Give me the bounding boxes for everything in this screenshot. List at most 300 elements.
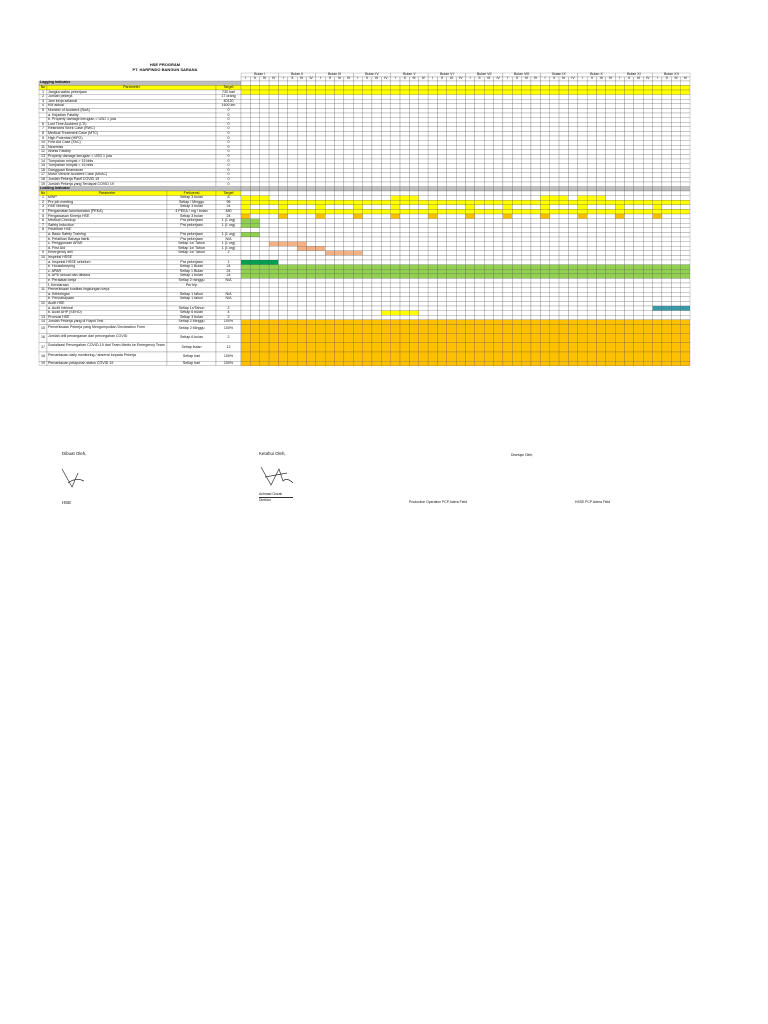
leading-row-4-week-8 bbox=[306, 209, 315, 214]
leading-row-28-week-28 bbox=[494, 320, 503, 325]
leading-row-3-week-36 bbox=[568, 205, 577, 210]
leading-label-row-week-23 bbox=[447, 187, 456, 191]
lagging-row-5-week-24 bbox=[456, 108, 465, 113]
leading-row-7-week-29 bbox=[503, 223, 512, 228]
lagging-row-5-week-13 bbox=[353, 108, 362, 113]
lagging-row-10-week-10 bbox=[325, 131, 334, 136]
leading-row-6-week-41 bbox=[615, 219, 624, 224]
leading-row-no: 1 bbox=[42, 195, 44, 200]
lagging-row-2-week-20 bbox=[419, 95, 428, 100]
leading-row-3-week-25 bbox=[466, 205, 475, 210]
leading-row-24-week-37 bbox=[578, 301, 587, 306]
lagging-row-21-week-33 bbox=[540, 182, 549, 187]
lagging-row-2-week-18 bbox=[400, 95, 409, 100]
lagging-row-no: 10 bbox=[41, 140, 45, 145]
leading-row-4-week-29 bbox=[503, 209, 512, 214]
leading-row-32-week-34 bbox=[550, 352, 559, 361]
leading-row-17-week-10 bbox=[325, 269, 334, 274]
lagging-row-13-week-14 bbox=[363, 145, 372, 150]
leading-row-25-week-22 bbox=[437, 306, 446, 311]
lagging-row-10-week-4 bbox=[269, 131, 278, 136]
lagging-row-3-week-14 bbox=[363, 99, 372, 104]
lagging-row-target: 0 bbox=[227, 176, 230, 181]
lagging-row-no: 15 bbox=[41, 163, 45, 168]
lagging-row-12-week-33 bbox=[540, 141, 549, 146]
leading-row-17-week-15 bbox=[372, 269, 381, 274]
leading-row-14-week-10 bbox=[325, 255, 334, 260]
lagging-header-row-week-34 bbox=[550, 85, 559, 90]
leading-row-28-week-10 bbox=[325, 320, 334, 325]
lagging-row-12-week-29 bbox=[503, 141, 512, 146]
leading-row-no: 3 bbox=[42, 204, 44, 209]
lagging-row-12-week-13 bbox=[353, 141, 362, 146]
lagging-row-20-week-13 bbox=[353, 177, 362, 182]
leading-row-16-week-48 bbox=[681, 265, 690, 270]
leading-row-18-week-2 bbox=[250, 274, 259, 279]
leading-row-13-week-22 bbox=[437, 251, 446, 256]
leading-row-1-week-13 bbox=[353, 196, 362, 201]
leading-row-17-week-47 bbox=[671, 269, 680, 274]
leading-row-33-week-16 bbox=[381, 361, 390, 366]
leading-row-32-week-32 bbox=[531, 352, 540, 361]
leading-row-28-week-17 bbox=[391, 320, 400, 325]
lagging-row-12-week-18 bbox=[400, 141, 409, 146]
lagging-row-18-week-2 bbox=[250, 168, 259, 173]
week-label: III bbox=[262, 76, 266, 81]
leading-row-18-week-22 bbox=[437, 274, 446, 279]
leading-row-26-week-20 bbox=[419, 311, 428, 316]
lagging-row-target: 0 bbox=[227, 158, 230, 163]
lagging-row-13-week-16 bbox=[381, 145, 390, 150]
leading-label-row-week-9 bbox=[316, 187, 325, 191]
lagging-row-8-week-38 bbox=[587, 122, 596, 127]
leading-row-1-week-16 bbox=[381, 196, 390, 201]
leading-row-parameter: b. Housekeeping bbox=[48, 264, 75, 269]
leading-row-31-week-27 bbox=[484, 343, 493, 352]
lagging-label-row-week-7 bbox=[297, 81, 306, 85]
leading-row-33-week-18 bbox=[400, 361, 409, 366]
leading-row-3-week-23 bbox=[447, 205, 456, 210]
lagging-row-21-week-41 bbox=[615, 182, 624, 187]
leading-row-10-week-48 bbox=[681, 237, 690, 242]
leading-row-3-week-13 bbox=[353, 205, 362, 210]
leading-row-31-week-45 bbox=[653, 343, 662, 352]
lagging-row-4-week-19 bbox=[409, 104, 418, 109]
leading-row-18-week-38 bbox=[587, 274, 596, 279]
lagging-row-4-week-34 bbox=[550, 104, 559, 109]
leading-row-target: 2 bbox=[227, 314, 230, 319]
lagging-row-20-week-34 bbox=[550, 177, 559, 182]
lagging-row-4-week-32 bbox=[531, 104, 540, 109]
leading-row-25-week-19 bbox=[409, 306, 418, 311]
lagging-row-3-week-18 bbox=[400, 99, 409, 104]
lagging-row-18-week-42 bbox=[625, 168, 634, 173]
leading-row-30-week-31 bbox=[522, 334, 531, 343]
leading-row-30-week-30 bbox=[512, 334, 521, 343]
leading-row-9-week-34 bbox=[550, 232, 559, 237]
leading-row-18-week-3 bbox=[260, 274, 269, 279]
lagging-row-8-week-5 bbox=[278, 122, 287, 127]
known-role: Direktur bbox=[259, 497, 293, 502]
leading-row-21-week-35 bbox=[559, 288, 568, 293]
leading-label-row-week-29 bbox=[503, 187, 512, 191]
leading-row-no: 6 bbox=[42, 218, 44, 223]
leading-row-14-week-4 bbox=[269, 255, 278, 260]
lagging-row-9-week-43 bbox=[634, 127, 643, 132]
leading-row-24-week-19 bbox=[409, 301, 418, 306]
leading-row-4-week-15 bbox=[372, 209, 381, 214]
leading-row-10-week-26 bbox=[475, 237, 484, 242]
leading-row-12-week-43 bbox=[634, 246, 643, 251]
leading-row-parameter: Pengamatan keselamatan (PEKA) bbox=[48, 208, 103, 213]
leading-row-21-week-29 bbox=[503, 288, 512, 293]
leading-row-28-week-18 bbox=[400, 320, 409, 325]
leading-row-31-week-8 bbox=[306, 343, 315, 352]
leading-row-15-week-29 bbox=[503, 260, 512, 265]
lagging-row-3-week-8 bbox=[306, 99, 315, 104]
lagging-row-10-week-32 bbox=[531, 131, 540, 136]
lagging-row-10-week-15 bbox=[372, 131, 381, 136]
leading-label-row-week-10 bbox=[325, 187, 334, 191]
leading-row-3-week-26 bbox=[475, 205, 484, 210]
leading-row-21-week-28 bbox=[494, 288, 503, 293]
leading-row-5-week-29 bbox=[503, 214, 512, 219]
leading-row-20-week-19 bbox=[409, 283, 418, 288]
leading-row-8-week-37 bbox=[578, 228, 587, 233]
lagging-row-15-week-5 bbox=[278, 154, 287, 159]
leading-row-21-week-12 bbox=[344, 288, 353, 293]
leading-row-1-week-1 bbox=[241, 196, 250, 201]
leading-row-6-week-21 bbox=[428, 219, 437, 224]
leading-row-24-week-41 bbox=[615, 301, 624, 306]
leading-row-17-week-20 bbox=[419, 269, 428, 274]
leading-row-8-week-17 bbox=[391, 228, 400, 233]
lagging-row-10-week-12 bbox=[344, 131, 353, 136]
lagging-row-6-week-15 bbox=[372, 113, 381, 118]
leading-row-1-week-23 bbox=[447, 196, 456, 201]
leading-row-17-week-7 bbox=[297, 269, 306, 274]
leading-row-30-week-13 bbox=[353, 334, 362, 343]
leading-row-17-week-26 bbox=[475, 269, 484, 274]
leading-row-6-week-3 bbox=[260, 219, 269, 224]
leading-row-33-week-1 bbox=[241, 361, 250, 366]
leading-row-14-week-29 bbox=[503, 255, 512, 260]
leading-row-31-week-22 bbox=[437, 343, 446, 352]
lagging-row-5-week-9 bbox=[316, 108, 325, 113]
leading-row-5-week-45 bbox=[653, 214, 662, 219]
leading-row-10-week-5 bbox=[278, 237, 287, 242]
leading-row-4-week-14 bbox=[363, 209, 372, 214]
leading-row-32-week-27 bbox=[484, 352, 493, 361]
leading-row-31-week-3 bbox=[260, 343, 269, 352]
leading-row-11-week-41 bbox=[615, 242, 624, 247]
lagging-row-13-week-8 bbox=[306, 145, 315, 150]
lagging-row-3-week-10 bbox=[325, 99, 334, 104]
leading-header-row-week-39 bbox=[596, 191, 605, 196]
leading-row-13-week-17 bbox=[391, 251, 400, 256]
leading-row-14-week-28 bbox=[494, 255, 503, 260]
leading-row-29-week-43 bbox=[634, 324, 643, 333]
leading-row-21-week-39 bbox=[596, 288, 605, 293]
leading-row-1-week-29 bbox=[503, 196, 512, 201]
lagging-row-5-week-30 bbox=[512, 108, 521, 113]
lagging-row-8-week-31 bbox=[522, 122, 531, 127]
lagging-row-5-week-4 bbox=[269, 108, 278, 113]
lagging-row-21-week-11 bbox=[335, 182, 344, 187]
leading-row-32-week-39 bbox=[596, 352, 605, 361]
leading-row-20-week-18 bbox=[400, 283, 409, 288]
leading-row-24-week-46 bbox=[662, 301, 671, 306]
lagging-row-11-week-43 bbox=[634, 136, 643, 141]
lagging-row-10-week-48 bbox=[681, 131, 690, 136]
leading-row-24-week-20 bbox=[419, 301, 428, 306]
leading-row-8-week-48 bbox=[681, 228, 690, 233]
leading-row-25-week-8 bbox=[306, 306, 315, 311]
leading-row-23-week-14 bbox=[363, 297, 372, 302]
lagging-row-6-week-19 bbox=[409, 113, 418, 118]
leading-row-24-week-1 bbox=[241, 301, 250, 306]
leading-row-16-week-13 bbox=[353, 265, 362, 270]
leading-row-7-week-41 bbox=[615, 223, 624, 228]
leading-row-32-week-20 bbox=[419, 352, 428, 361]
leading-row-29-week-34 bbox=[550, 324, 559, 333]
leading-row-16-week-38 bbox=[587, 265, 596, 270]
leading-row-31-week-28 bbox=[494, 343, 503, 352]
lagging-row-14-week-11 bbox=[335, 150, 344, 155]
lagging-row-21-week-6 bbox=[288, 182, 297, 187]
leading-row-23-week-18 bbox=[400, 297, 409, 302]
lagging-row-11-week-4 bbox=[269, 136, 278, 141]
leading-row-15-week-3 bbox=[260, 260, 269, 265]
leading-row-1-week-10 bbox=[325, 196, 334, 201]
lagging-row-12-week-45 bbox=[653, 141, 662, 146]
lagging-row-1-week-36 bbox=[568, 90, 577, 95]
leading-row-4-week-36 bbox=[568, 209, 577, 214]
lagging-row-13-week-25 bbox=[466, 145, 475, 150]
leading-row-6-week-9 bbox=[316, 219, 325, 224]
leading-row-8-week-26 bbox=[475, 228, 484, 233]
leading-row-20-week-24 bbox=[456, 283, 465, 288]
leading-row-frekuensi: Pra pekerjaan bbox=[180, 222, 203, 227]
leading-row-3-week-38 bbox=[587, 205, 596, 210]
leading-row-1-week-24 bbox=[456, 196, 465, 201]
leading-row-1-week-18 bbox=[400, 196, 409, 201]
leading-row-4-week-17 bbox=[391, 209, 400, 214]
leading-label-row-week-14 bbox=[363, 187, 372, 191]
lagging-row-8-week-15 bbox=[372, 122, 381, 127]
lagging-row-5-week-3 bbox=[260, 108, 269, 113]
leading-row-29-week-21 bbox=[428, 324, 437, 333]
lagging-row-13-week-19 bbox=[409, 145, 418, 150]
leading-row-1-week-11 bbox=[335, 196, 344, 201]
leading-row-17-week-35 bbox=[559, 269, 568, 274]
leading-row-11-week-18 bbox=[400, 242, 409, 247]
leading-row-16-week-18 bbox=[400, 265, 409, 270]
leading-row-29-week-4 bbox=[269, 324, 278, 333]
leading-row-20-week-32 bbox=[531, 283, 540, 288]
month-label: Bulan IV bbox=[365, 72, 379, 77]
lagging-row-16-week-26 bbox=[475, 159, 484, 164]
month-label: Bulan X bbox=[590, 72, 603, 77]
lagging-row-17-week-2 bbox=[250, 164, 259, 169]
lagging-row-8-week-27 bbox=[484, 122, 493, 127]
leading-row-10-week-10 bbox=[325, 237, 334, 242]
leading-row-2-week-8 bbox=[306, 200, 315, 205]
lagging-row-9-week-37 bbox=[578, 127, 587, 132]
lagging-row-3-week-16 bbox=[381, 99, 390, 104]
leading-row-18-week-44 bbox=[643, 274, 652, 279]
lagging-row-21-week-26 bbox=[475, 182, 484, 187]
lagging-row-8-week-35 bbox=[559, 122, 568, 127]
leading-row-24-week-3 bbox=[260, 301, 269, 306]
lagging-header-row-week-23 bbox=[447, 85, 456, 90]
leading-row-23-week-11 bbox=[335, 297, 344, 302]
lagging-row-10-week-21 bbox=[428, 131, 437, 136]
leading-row-32-week-48 bbox=[681, 352, 690, 361]
leading-row-13-week-30 bbox=[512, 251, 521, 256]
leading-row-19-week-7 bbox=[297, 278, 306, 283]
leading-row-16-week-36 bbox=[568, 265, 577, 270]
leading-row-24-week-25 bbox=[466, 301, 475, 306]
lagging-header-target-text: Target bbox=[223, 84, 234, 89]
leading-row-3-week-39 bbox=[596, 205, 605, 210]
leading-row-25-week-6 bbox=[288, 306, 297, 311]
leading-header-row-week-33 bbox=[540, 191, 549, 196]
leading-row-31-week-11 bbox=[335, 343, 344, 352]
leading-row-31-week-40 bbox=[606, 343, 615, 352]
lagging-row-12-week-28 bbox=[494, 141, 503, 146]
leading-row-15-week-40 bbox=[606, 260, 615, 265]
lagging-row-21-week-38 bbox=[587, 182, 596, 187]
lagging-row-12-week-40 bbox=[606, 141, 615, 146]
lagging-row-20-week-35 bbox=[559, 177, 568, 182]
leading-row-11-week-38 bbox=[587, 242, 596, 247]
lagging-row-2-week-34 bbox=[550, 95, 559, 100]
leading-row-12-week-7 bbox=[297, 246, 306, 251]
leading-row-16-week-42 bbox=[625, 265, 634, 270]
leading-row-26-week-19 bbox=[409, 311, 418, 316]
leading-row-16-week-40 bbox=[606, 265, 615, 270]
lagging-row-3-week-1 bbox=[241, 99, 250, 104]
leading-row-26-week-34 bbox=[550, 311, 559, 316]
leading-row-26-week-11 bbox=[335, 311, 344, 316]
leading-row-target: 4 bbox=[227, 310, 230, 315]
leading-row-3-week-31 bbox=[522, 205, 531, 210]
lagging-row-3-week-17 bbox=[391, 99, 400, 104]
leading-row-7-week-47 bbox=[671, 223, 680, 228]
lagging-row-2-week-16 bbox=[381, 95, 390, 100]
leading-row-10-week-4 bbox=[269, 237, 278, 242]
leading-row-28-week-44 bbox=[643, 320, 652, 325]
lagging-row-16-week-13 bbox=[353, 159, 362, 164]
leading-row-26-week-9 bbox=[316, 311, 325, 316]
lagging-row-3-week-43 bbox=[634, 99, 643, 104]
leading-row-30-week-45 bbox=[653, 334, 662, 343]
leading-row-30-week-37 bbox=[578, 334, 587, 343]
lagging-row-no: 19 bbox=[41, 181, 45, 186]
lagging-row-21-week-19 bbox=[409, 182, 418, 187]
leading-row-1-week-47 bbox=[671, 196, 680, 201]
lagging-row-2-week-43 bbox=[634, 95, 643, 100]
leading-row-15-week-47 bbox=[671, 260, 680, 265]
leading-row-26-week-4 bbox=[269, 311, 278, 316]
lagging-row-8-week-46 bbox=[662, 122, 671, 127]
leading-row-8-week-6 bbox=[288, 228, 297, 233]
leading-row-2-week-2 bbox=[250, 200, 259, 205]
lagging-row-13-week-6 bbox=[288, 145, 297, 150]
lagging-row-12-week-38 bbox=[587, 141, 596, 146]
leading-row-15-week-33 bbox=[540, 260, 549, 265]
leading-row-20-week-8 bbox=[306, 283, 315, 288]
leading-row-2-week-36 bbox=[568, 200, 577, 205]
lagging-row-13-week-3 bbox=[260, 145, 269, 150]
leading-row-6-week-39 bbox=[596, 219, 605, 224]
leading-row-26-week-39 bbox=[596, 311, 605, 316]
lagging-row-19-week-10 bbox=[325, 173, 334, 178]
leading-row-21-week-41 bbox=[615, 288, 624, 293]
leading-row-21-week-2 bbox=[250, 288, 259, 293]
leading-row-30-week-2 bbox=[250, 334, 259, 343]
lagging-row-2-week-27 bbox=[484, 95, 493, 100]
leading-row-13-week-11 bbox=[335, 251, 344, 256]
leading-row-18-week-5 bbox=[278, 274, 287, 279]
leading-row-31-week-23 bbox=[447, 343, 456, 352]
leading-row-30-week-22 bbox=[437, 334, 446, 343]
lagging-row-5-week-38 bbox=[587, 108, 596, 113]
leading-row-19-week-41 bbox=[615, 278, 624, 283]
lagging-row-10-week-27 bbox=[484, 131, 493, 136]
leading-row-17-week-29 bbox=[503, 269, 512, 274]
lagging-row-6-week-14 bbox=[363, 113, 372, 118]
lagging-row-17-week-8 bbox=[306, 164, 315, 169]
leading-header-row-week-47 bbox=[671, 191, 680, 196]
lagging-row-3-week-21 bbox=[428, 99, 437, 104]
lagging-row-18-week-22 bbox=[437, 168, 446, 173]
lagging-row-13-week-42 bbox=[625, 145, 634, 150]
lagging-row-13-week-45 bbox=[653, 145, 662, 150]
leading-row-11-week-13 bbox=[353, 242, 362, 247]
leading-row-27-week-40 bbox=[606, 315, 615, 320]
leading-row-30-week-18 bbox=[400, 334, 409, 343]
leading-row-no-cell bbox=[39, 237, 47, 242]
lagging-row-10-week-29 bbox=[503, 131, 512, 136]
lagging-row-6-week-45 bbox=[653, 113, 662, 118]
lagging-row-16-week-40 bbox=[606, 159, 615, 164]
lagging-row-4-week-5 bbox=[278, 104, 287, 109]
lagging-row-2-week-30 bbox=[512, 95, 521, 100]
leading-row-parameter: Pemeriksaan kualitas lingkungan kerja bbox=[48, 287, 110, 292]
lagging-row-14-week-23 bbox=[447, 150, 456, 155]
leading-row-24-week-31 bbox=[522, 301, 531, 306]
leading-row-3-week-28 bbox=[494, 205, 503, 210]
leading-row-28-week-2 bbox=[250, 320, 259, 325]
leading-row-26-week-33 bbox=[540, 311, 549, 316]
leading-row-26-week-38 bbox=[587, 311, 596, 316]
lagging-row-19-week-27 bbox=[484, 173, 493, 178]
leading-row-1-week-14 bbox=[363, 196, 372, 201]
lagging-row-17-week-28 bbox=[494, 164, 503, 169]
leading-row-30-week-20 bbox=[419, 334, 428, 343]
lagging-row-10-week-22 bbox=[437, 131, 446, 136]
lagging-row-15-week-31 bbox=[522, 154, 531, 159]
lagging-row-12-week-20 bbox=[419, 141, 428, 146]
lagging-row-11-week-38 bbox=[587, 136, 596, 141]
lagging-row-7-week-12 bbox=[344, 118, 353, 123]
lagging-row-17-week-22 bbox=[437, 164, 446, 169]
leading-row-30-week-36 bbox=[568, 334, 577, 343]
lagging-header-row-week-2 bbox=[250, 85, 259, 90]
lagging-row-7-week-11 bbox=[335, 118, 344, 123]
